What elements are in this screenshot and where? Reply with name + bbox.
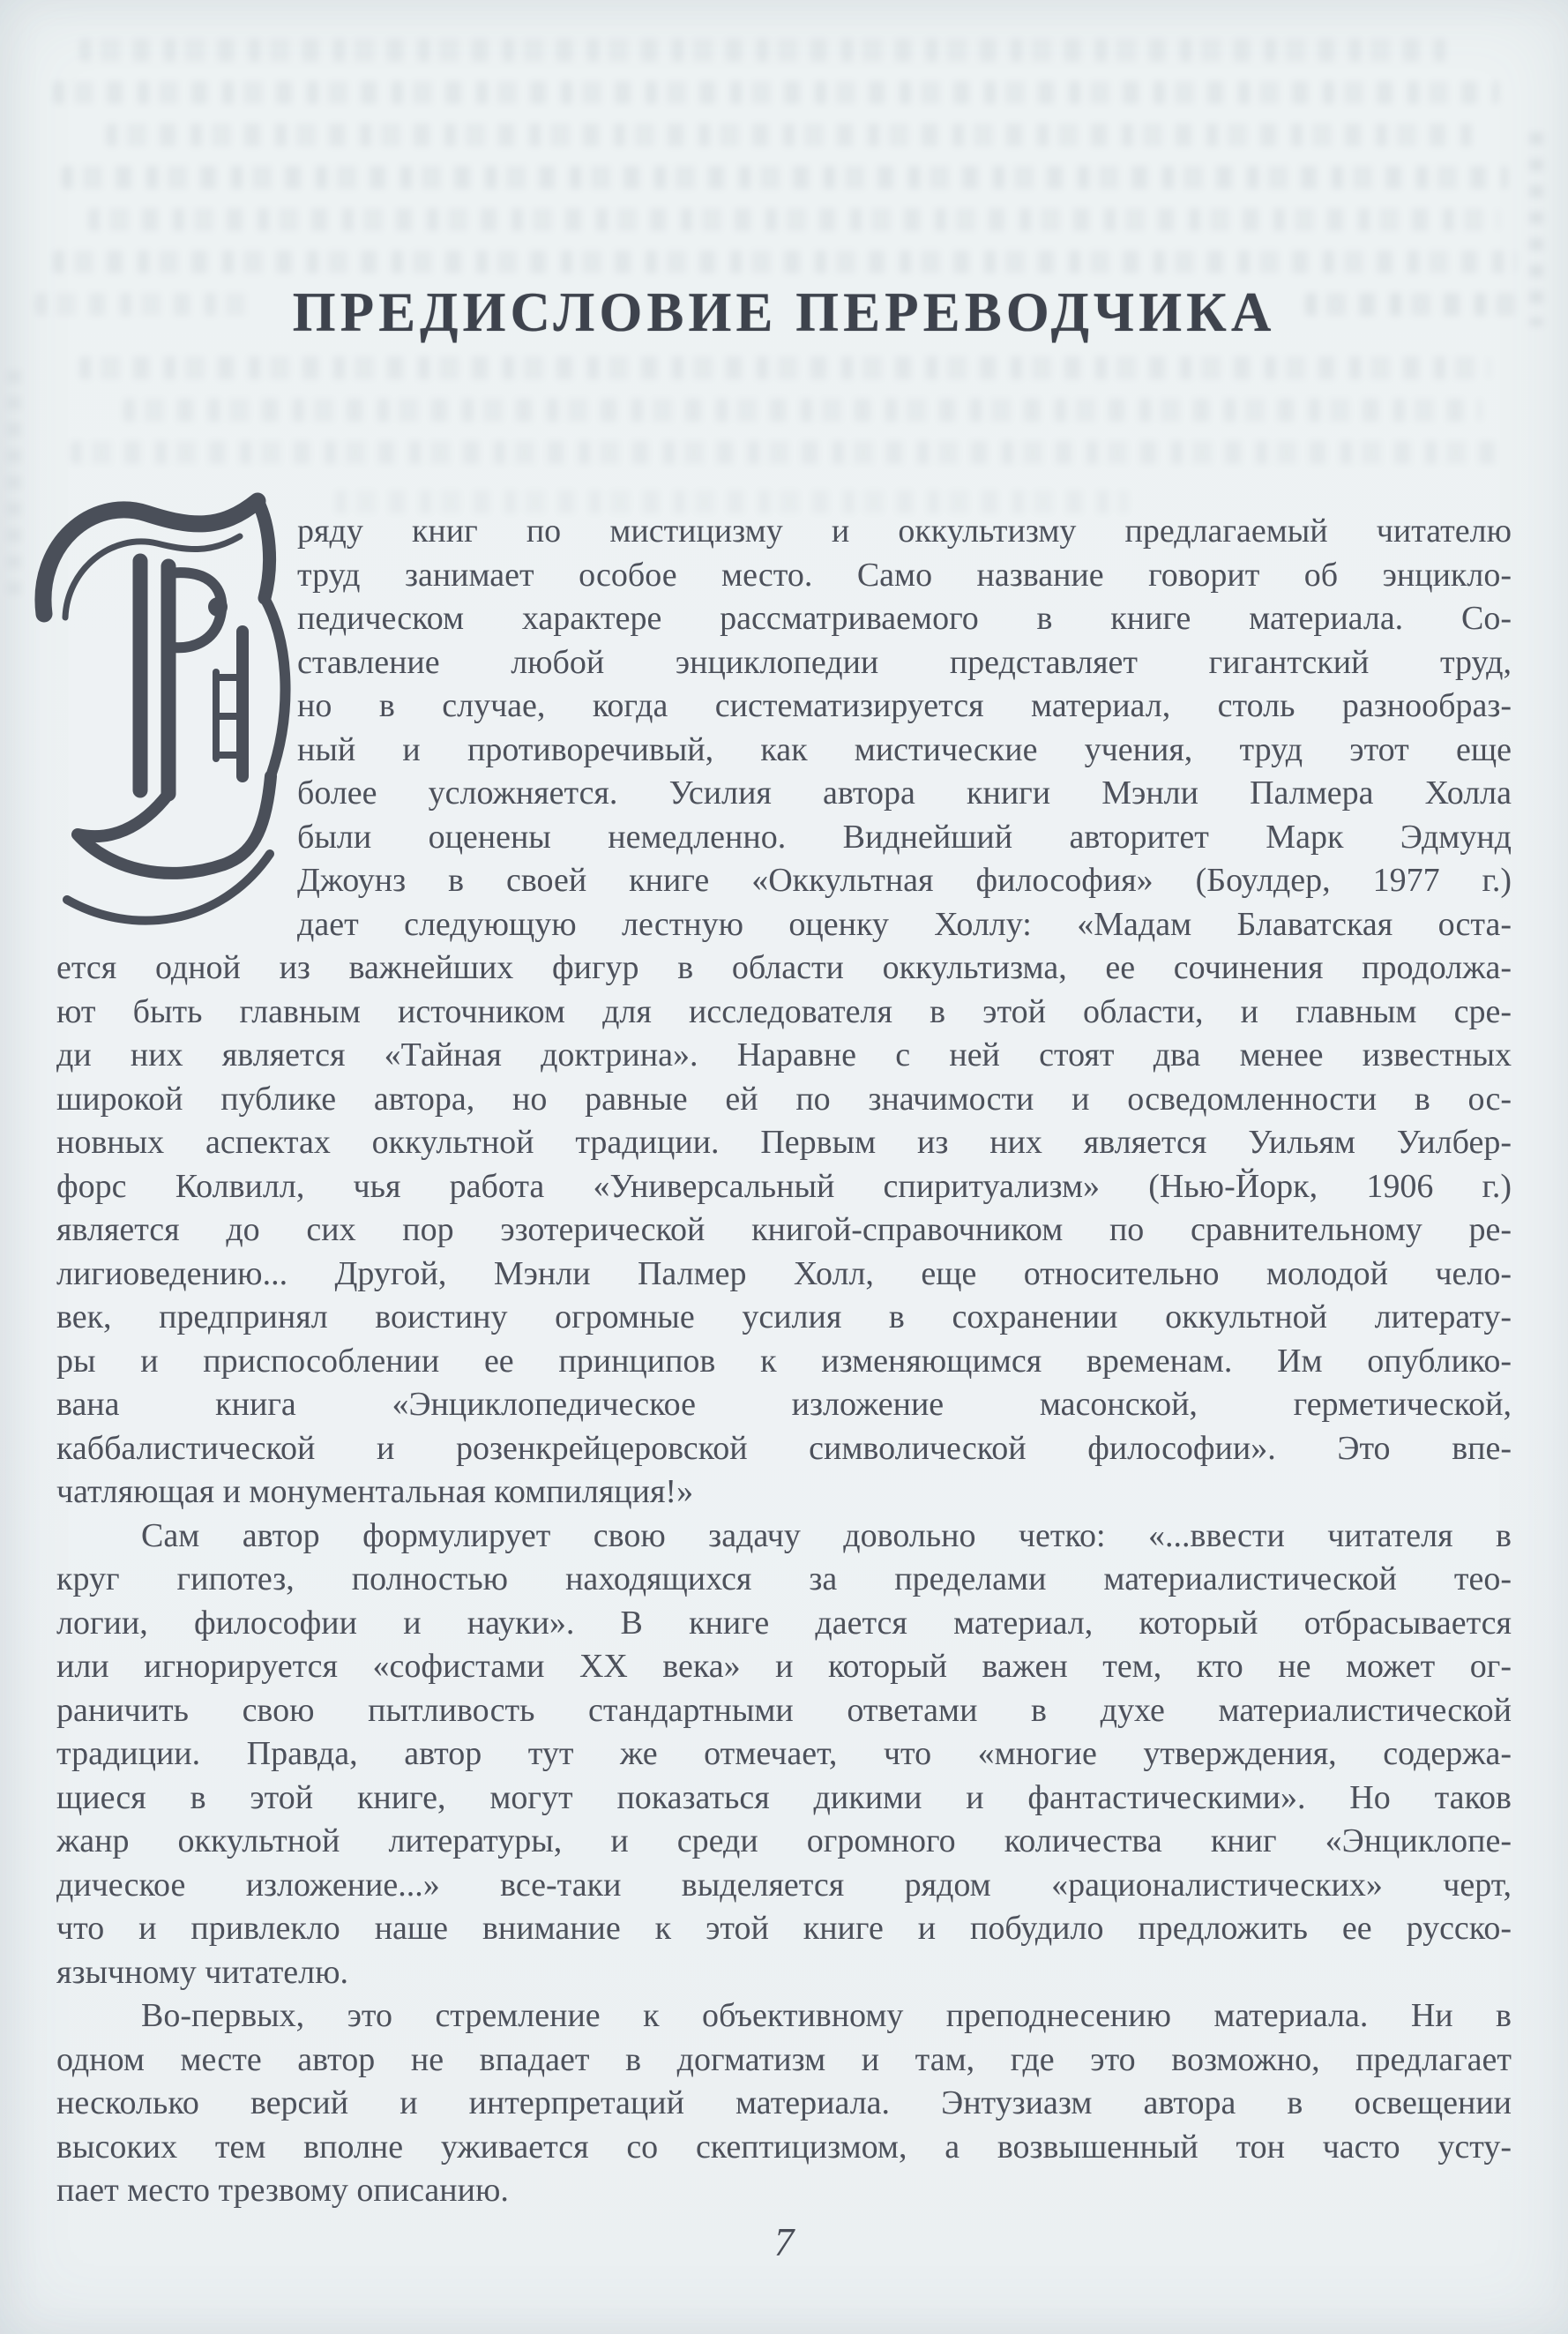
text-line: чатляющая и монументальная компиляция!» [56,1473,694,1510]
text-line: круг гипотез, полностью находящихся за пределами материалистической тео- [56,1560,1512,1597]
paragraph-3 [56,1994,1512,2213]
text-line: логии, философии и науки». В книге дается материал, который отбрасывается [56,1604,1512,1642]
text-line: Во-первых, это стремление к объективному преподнесению материала. Ни в [141,1997,1512,2034]
text-line: педическом характере рассматриваемого в книге материала. Со- [297,600,1512,637]
text-line: дическое изложение...» все-таки выделяется рядом «рационалистических» черт, [56,1866,1512,1904]
text-line: каббалистической и розенкрейцеровской символической философии». Это впе- [56,1429,1512,1467]
text-line: были оценены немедленно. Виднейший авторитет Марк Эдмунд [297,818,1512,856]
text-line: раничить свою пытливость стандартными ответами в духе материалистической [56,1691,1512,1729]
text-line: является до сих пор эзотерической книгой-справочником по сравнительному ре- [56,1211,1512,1248]
text-line: пает место трезвому описанию. [56,2172,509,2209]
paragraph-1-beside-dropcap [56,510,1512,946]
text-line: что и привлекло наше внимание к этой книге и побудило предложить ее русско- [56,1910,1512,1947]
text-line: или игнорируется «софистами XX века» и который важен тем, кто не может ог- [56,1648,1512,1685]
text-line: язычному читателю. [56,1953,349,1991]
text-line: Джоунз в своей книге «Оккультная философия» (Боулдер, 1977 г.) [297,862,1512,899]
text-line: несколько версий и интерпретаций материала. Энтузиазм автора в освещении [56,2084,1512,2121]
text-line: высоких тем вполне уживается со скептицизмом, а возвышенный тон часто усту- [56,2128,1512,2166]
text-line: дает следующую лестную оценку Холлу: «Мадам Блаватская оста- [297,905,1512,943]
text-line: одном месте автор не впадает в догматизм и там, где это возможно, предлагает [56,2040,1512,2078]
text-line: ряду книг по мистицизму и оккультизму предлагаемый читателю [297,512,1512,550]
text-line: форс Колвилл, чья работа «Универсальный спиритуализм» (Нью-Йорк, 1906 г.) [56,1167,1512,1205]
text-line: более усложняется. Усилия автора книги Мэнли Палмера Холла [297,774,1512,812]
text-line: щиеся в этой книге, могут показаться дикими и фантастическими». Но таков [56,1778,1512,1816]
text-line: ди них является «Тайная доктрина». Наравне с ней стоят два менее известных [56,1036,1512,1073]
text-line: широкой публике автора, но равные ей по значимости и осведомленности в ос- [56,1080,1512,1118]
text-line: жанр оккультной литературы, и среди огромного количества книг «Энциклопе- [56,1822,1512,1859]
text-line: Сам автор формулирует свою задачу довольно четко: «...ввести читателя в [141,1516,1512,1554]
page-number: 7 [773,2220,795,2264]
paragraph-2 [56,1515,1512,1995]
text-line: но в случае, когда систематизируется материал, столь разнообраз- [297,687,1512,724]
body-text [56,510,1512,2213]
text-line: традиции. Правда, автор тут же отмечает, что «многие утверждения, содержа- [56,1735,1512,1772]
text-line: ры и приспособлении ее принципов к изменяющимся временам. Им опублико- [56,1342,1512,1380]
text-line: новных аспектах оккультной традиции. Первым из них является Уильям Уилбер- [56,1124,1512,1161]
text-line: ется одной из важнейших фигур в области оккультизма, ее сочинения продолжа- [56,949,1512,986]
chapter-title: ПРЕДИСЛОВИЕ ПЕРЕВОДЧИКА [292,281,1276,343]
text-line: лигиоведению... Другой, Мэнли Палмер Холл, еще относительно молодой чело- [56,1254,1512,1292]
text-line: ют быть главным источником для исследователя в этой области, и главным сре- [56,992,1512,1030]
text-line: вана книга «Энциклопедическое изложение масонской, герметической, [56,1386,1512,1423]
text-line: век, предпринял воистину огромные усилия в сохранении оккультной литерату- [56,1298,1512,1335]
paragraph-1-full-width [56,946,1512,1515]
text-line: ный и противоречивый, как мистические учения, труд этот еще [297,730,1512,768]
text-line: труд занимает особое место. Само название говорит об энцикло- [297,556,1512,594]
text-line: ставление любой энциклопедии представляет гигантский труд, [297,643,1512,681]
